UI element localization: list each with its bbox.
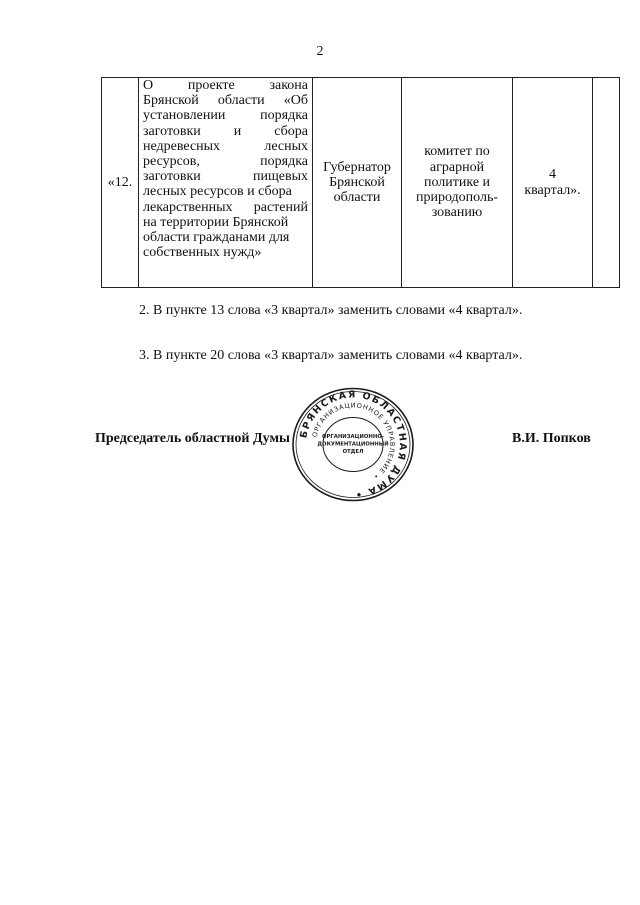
paragraph-2: 2. В пункте 13 слова «3 квартал» заменить словами «4 квартал». bbox=[139, 303, 523, 318]
seal-center-line: ОРГАНИЗАЦИОННО- bbox=[321, 434, 385, 440]
signer-name: В.И. Попков bbox=[512, 431, 591, 446]
seal-center-line: ДОКУМЕНТАЦИОННЫЙ bbox=[317, 441, 389, 448]
title-line: лесных ресурсов и сбора bbox=[143, 184, 292, 200]
title-line: на территории Брянской bbox=[143, 214, 289, 230]
page-number: 2 bbox=[316, 44, 324, 59]
title-line: установлении порядка bbox=[143, 108, 308, 124]
signer-position: Председатель областной Думы bbox=[95, 431, 290, 446]
title-line: заготовки пищевых bbox=[143, 169, 308, 185]
committee-line: комитет по bbox=[424, 144, 490, 160]
seal-middle-text: ОРГАНИЗАЦИОННОЕ УПРАВЛЕНИЕ • bbox=[310, 401, 397, 481]
title-line: заготовки и сбора bbox=[143, 123, 308, 139]
term-line: 4 bbox=[549, 167, 556, 183]
committee-line: политике и bbox=[423, 174, 491, 190]
title-line: ресурсов, порядка bbox=[143, 154, 308, 170]
responsible-line: области bbox=[333, 190, 381, 206]
committee-line: аграрной bbox=[429, 159, 485, 175]
committee-line: природополь- bbox=[415, 190, 499, 206]
row-responsible bbox=[313, 78, 402, 288]
official-seal bbox=[289, 386, 417, 503]
title-line: области гражданами для bbox=[143, 230, 290, 246]
plan-table bbox=[101, 77, 620, 288]
table-row bbox=[102, 78, 620, 288]
title-line: О проекте закона bbox=[143, 78, 308, 93]
title-line: недревесных лесных bbox=[143, 138, 308, 154]
row-committee bbox=[402, 78, 513, 288]
row-number: «12. bbox=[102, 78, 139, 288]
title-line: Брянской области «Об bbox=[143, 93, 308, 109]
row-title bbox=[139, 78, 313, 288]
term-line: квартал». bbox=[524, 182, 581, 198]
seal-outer-text: БРЯНСКАЯ ОБЛАСТНАЯ ДУМА • bbox=[298, 389, 409, 500]
row-note bbox=[593, 78, 620, 288]
paragraph-3: 3. В пункте 20 слова «3 квартал» заменить словами «4 квартал». bbox=[139, 348, 523, 363]
title-line: лекарственных растений bbox=[143, 199, 308, 215]
committee-line: зованию bbox=[431, 205, 483, 221]
responsible-line: Брянской bbox=[329, 174, 385, 190]
row-term bbox=[513, 78, 593, 288]
responsible-line: Губернатор bbox=[323, 159, 391, 175]
seal-center-line: ОТДЕЛ bbox=[342, 449, 364, 455]
title-line: собственных нужд» bbox=[143, 245, 262, 261]
